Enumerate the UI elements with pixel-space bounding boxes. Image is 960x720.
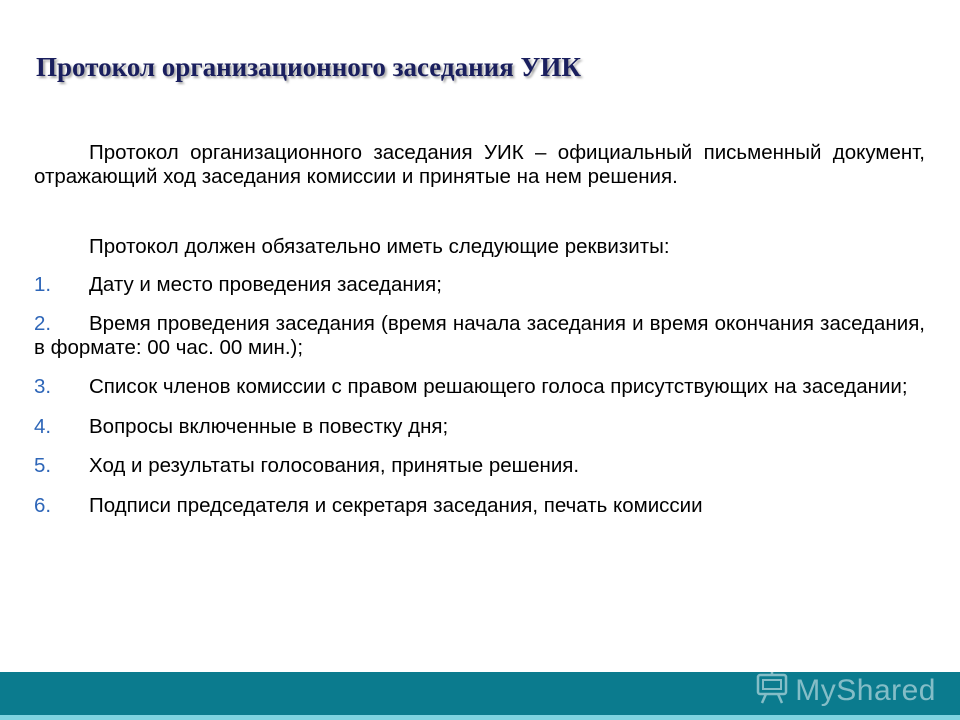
- list-item: [34, 415, 925, 439]
- list-number: 1.: [34, 272, 52, 296]
- list-number: 4.: [34, 414, 52, 438]
- list-text: Время проведения заседания (время начала заседания и время окончания заседания, в формате: 00 час. 00 мин.);: [34, 312, 925, 359]
- list-number: 5.: [34, 454, 52, 477]
- requisites-lead: Протокол должен обязательно иметь следующие реквизиты:: [89, 235, 670, 258]
- list-number: 2.: [34, 312, 52, 335]
- requisites-list: [34, 273, 925, 518]
- list-number: 3.: [34, 375, 52, 398]
- list-text: Дату и место проведения заседания;: [89, 272, 442, 296]
- footer-bar: [0, 672, 960, 720]
- footer-stripe: [0, 715, 960, 720]
- watermark-text: MyShared: [795, 673, 936, 707]
- list-text: Ход и результаты голосования, принятые решения.: [89, 454, 580, 477]
- list-item: [34, 273, 925, 297]
- list-item: [34, 312, 925, 359]
- intro-paragraph: Протокол организационного заседания УИК – официальный письменный документ, отражающий ход заседания комиссии и принятые на нем решения.: [34, 141, 925, 188]
- slide-body: [34, 141, 925, 533]
- watermark-logo: [755, 671, 936, 710]
- list-text: Подписи председателя и секретаря заседания, печать комиссии: [89, 493, 703, 517]
- list-text: Вопросы включенные в повестку дня;: [89, 414, 449, 438]
- list-number: 6.: [34, 493, 52, 517]
- presentation-board-icon: [755, 671, 789, 710]
- list-item: [34, 375, 925, 399]
- list-text: Список членов комиссии с правом решающего голоса присутствующих на заседании;: [89, 375, 908, 398]
- slide-title: Протокол организационного заседания УИК: [36, 52, 581, 82]
- list-item: [34, 454, 925, 478]
- list-item: [34, 494, 925, 518]
